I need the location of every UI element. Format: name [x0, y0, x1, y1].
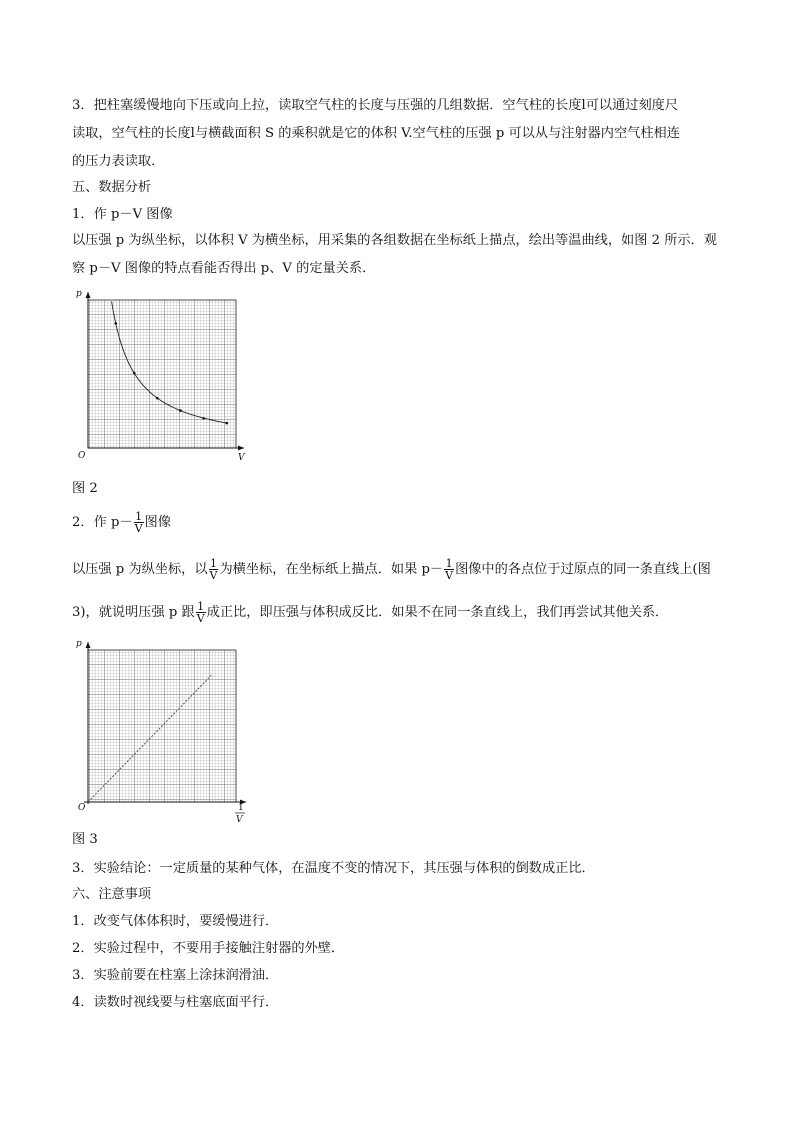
paragraph-line: 读取，空气柱的长度l与横截面积 S 的乘积就是它的体积 V.空气柱的压强 p 可以从与注射器内空气柱相连 [72, 126, 680, 141]
fraction-1-over-v: $\frac{1}{V}$ [134, 510, 143, 535]
data-point [156, 397, 159, 400]
paragraph-line: 以压强 p 为纵坐标，以体积 V 为横坐标，用采集的各组数据在坐标纸上描点，绘出等温曲线，如图 2 所示．观 [72, 233, 717, 248]
item-title [72, 511, 171, 534]
conclusion: 3．实验结论：一定质量的某种气体，在温度不变的情况下，其压强与体积的倒数成正比． [72, 861, 595, 876]
x-axis-arrow [238, 446, 244, 451]
paragraph-line: 以压强 p 为纵坐标，以 $\frac{1}{V}$ 为横坐标，在坐标纸上描点．如果 p－ $\frac{1}{V}$ 图像中的各点位于过原点的同一条直线上(图 [72, 557, 711, 582]
fraction-1-over-v: $\frac{1}{V}$ [209, 557, 218, 582]
x-axis-label-denominator: V [236, 815, 243, 824]
data-point [114, 322, 117, 325]
paragraph-line: 察 p－V 图像的特点看能否得出 p、V 的定量关系． [72, 261, 376, 276]
y-axis-label: p [76, 289, 82, 299]
x-axis-label: V [238, 453, 245, 463]
note-item: 4．读数时视线要与柱塞底面平行． [72, 995, 279, 1010]
data-point [202, 417, 205, 420]
note-item: 3．实验前要在柱塞上涂抹润滑油． [72, 968, 279, 983]
section-heading: 五、数据分析 [72, 180, 152, 195]
y-axis-arrow [86, 292, 91, 298]
y-axis-arrow [86, 642, 91, 648]
paragraph-line: 3．把柱塞缓慢地向下压或向上拉，读取空气柱的长度与压强的几组数据．空气柱的长度l可以通过刻度尺 [72, 98, 679, 113]
figure-2-pv-graph [74, 284, 254, 464]
grid-major [88, 300, 236, 448]
item2-title-prefix: 2．作 p－ [72, 515, 133, 530]
origin-label: O [78, 451, 86, 461]
y-axis-label: p [76, 639, 82, 649]
origin-label: O [78, 803, 86, 813]
paragraph-line: 3)，就说明压强 p 跟 $\frac{1}{V}$ 成正比，即压强与体积成反比．如果不在同一条直线上，我们再尝试其他关系． [72, 600, 669, 625]
data-point [179, 409, 182, 412]
paragraph-line: 的压力表读取． [72, 154, 165, 169]
note-item: 2．实验过程中，不要用手接触注射器的外壁． [72, 941, 345, 956]
figure-caption: 图 3 [72, 832, 98, 847]
data-point [133, 372, 136, 375]
item2-title-suffix: 图像 [144, 515, 171, 530]
fraction-1-over-v: $\frac{1}{V}$ [196, 600, 205, 625]
item-title: 1．作 p－V 图像 [72, 207, 173, 222]
data-point [225, 422, 228, 425]
note-item: 1．改变气体体积时，要缓慢进行． [72, 914, 279, 929]
fraction-1-over-v: $\frac{1}{V}$ [445, 557, 454, 582]
section-heading: 六、注意事项 [72, 887, 152, 902]
figure-caption: 图 2 [72, 481, 98, 496]
figure-3-p-inverse-v-graph [74, 634, 254, 824]
x-axis-label-numerator: 1 [238, 803, 244, 813]
